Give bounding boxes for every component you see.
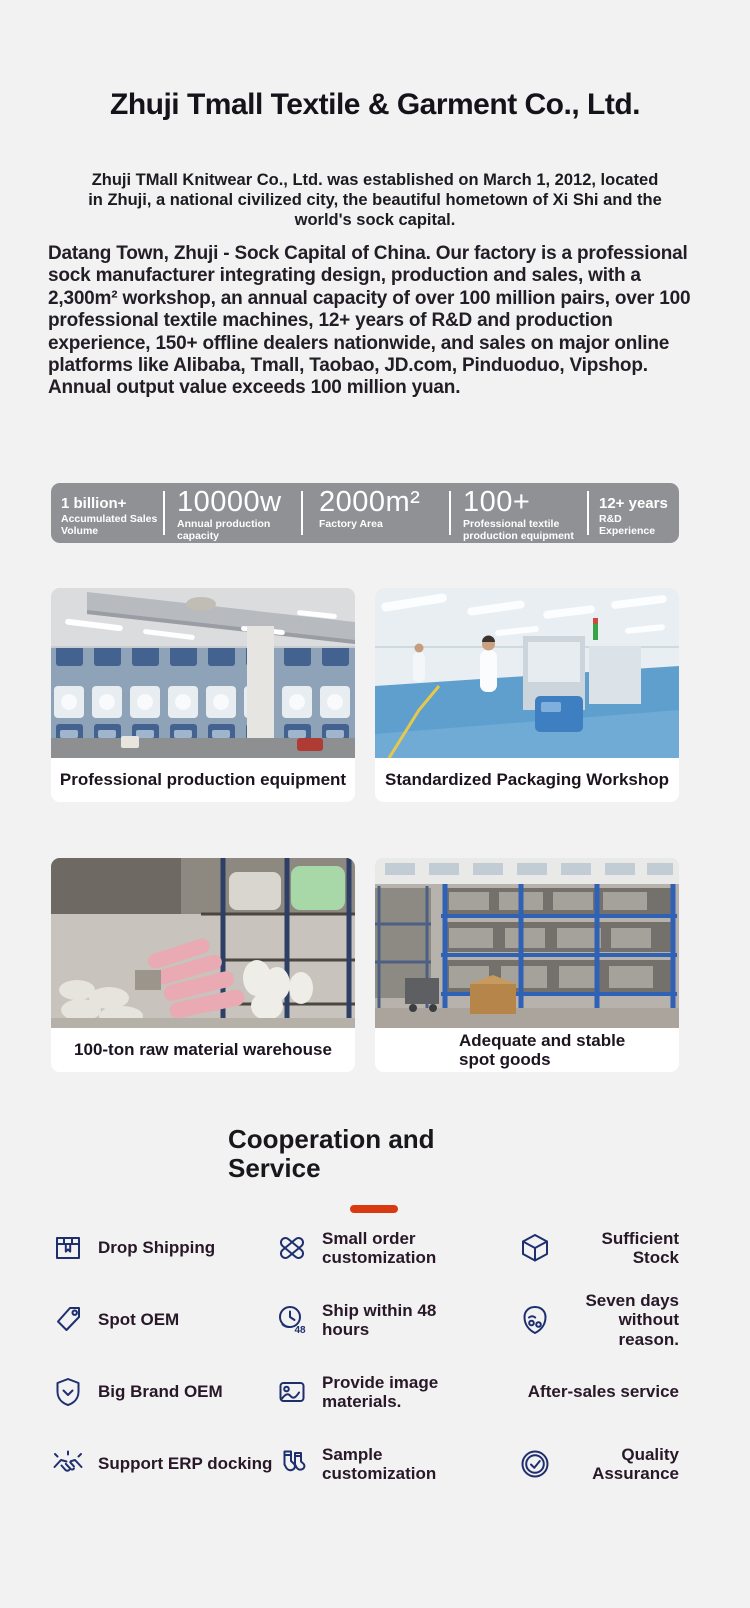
service-drop-shipping [51, 1231, 275, 1265]
quality-icon [518, 1447, 552, 1481]
order-customization-icon [275, 1231, 309, 1265]
service-label: Big Brand OEM [98, 1382, 223, 1402]
spot-goods-warehouse-photo [375, 858, 679, 1028]
storefront-icon [51, 1231, 85, 1265]
service-erp-docking [51, 1447, 275, 1481]
stat-label: Professional textile production equipment [463, 518, 574, 542]
gallery-caption [375, 1028, 679, 1072]
service-after-sales [518, 1382, 679, 1401]
stats-bar [51, 483, 679, 543]
stat-value: 10000w [177, 486, 282, 518]
service-small-order-customization [275, 1229, 518, 1267]
gallery-caption: Standardized Packaging Workshop [375, 758, 679, 802]
gallery-card [51, 858, 355, 1072]
tag-icon [51, 1303, 85, 1337]
gallery-caption: 100-ton raw material warehouse [51, 1028, 355, 1072]
service-label: Spot OEM [98, 1310, 180, 1330]
service-label: Provide image materials. [322, 1372, 439, 1411]
stat-label: R&D Experience [599, 513, 656, 537]
socks-icon [275, 1447, 309, 1481]
raw-material-warehouse-photo [51, 858, 355, 1028]
section-heading: Cooperation and Service [228, 1123, 435, 1184]
service-label: After-sales service [527, 1382, 679, 1402]
company-description: Datang Town, Zhuji - Sock Capital of China. Our factory is a professional sock manufacturer integrating design, production and sales, with a 2,300m² workshop, an annual capacity of over 100 million pairs, over 100 professional textile machines, 12+ years of R&D and production experience, 150+ offline dealers nationwide, and sales on major online platforms like Alibaba, Tmall, Taobao, JD.com, Pinduoduo, Vipshop. Annual output value exceeds 100 million yuan. [48, 243, 691, 399]
factory-machines-photo [51, 588, 355, 758]
stat-rd-experience [587, 483, 679, 543]
service-label: Ship within 48 hours [322, 1300, 437, 1339]
service-label: Seven days without reason. [585, 1291, 679, 1349]
intro-paragraph: Zhuji TMall Knitwear Co., Ltd. was established on March 1, 2012, located in Zhuji, a national civilized city, the beautiful hometown of Xi Shi and the world's sock capital. [88, 170, 662, 229]
service-label: Support ERP docking [98, 1454, 273, 1474]
stat-factory-area [301, 483, 449, 543]
service-label: Drop Shipping [98, 1238, 216, 1258]
stat-label: Accumulated Sales Volume [61, 513, 158, 537]
box-icon [518, 1231, 552, 1265]
service-label: Quality Assurance [592, 1444, 679, 1483]
stat-value: 1 billion+ [61, 495, 127, 512]
stat-value: 100+ [463, 486, 531, 518]
mask-icon [518, 1303, 552, 1337]
image-icon [275, 1375, 309, 1409]
gallery-card [51, 588, 355, 802]
services-grid [51, 1212, 679, 1500]
clock-48-icon [275, 1303, 309, 1337]
gallery-card [375, 588, 679, 802]
gallery-card [375, 858, 679, 1072]
stat-value: 12+ years [599, 495, 668, 512]
service-label: Sample customization [322, 1444, 437, 1483]
service-label: Sufficient Stock [601, 1228, 679, 1267]
service-label: Small order customization [322, 1228, 437, 1267]
gallery-caption-text: Adequate and stable spot goods [459, 1030, 626, 1069]
stat-label: Factory Area [319, 518, 383, 530]
stat-value: 2000m² [319, 486, 421, 518]
stat-label: Annual production capacity [177, 518, 271, 542]
handshake-icon [51, 1447, 85, 1481]
service-ship-48-hours [275, 1301, 518, 1339]
service-image-materials [275, 1373, 518, 1411]
service-big-brand-oem [51, 1375, 275, 1409]
service-sufficient-stock [518, 1229, 679, 1267]
stat-equipment [449, 483, 587, 543]
stat-production-capacity [163, 483, 301, 543]
service-quality-assurance [518, 1445, 679, 1483]
page-title: Zhuji Tmall Textile & Garment Co., Ltd. [110, 88, 640, 122]
packaging-workshop-photo [375, 588, 679, 758]
gallery-caption: Professional production equipment [51, 758, 355, 802]
service-spot-oem [51, 1303, 275, 1337]
stat-sales-volume [51, 483, 163, 543]
clock-48-text: 48 [294, 1325, 306, 1336]
service-seven-days-return [518, 1291, 679, 1348]
badge-icon [51, 1375, 85, 1409]
service-sample-customization [275, 1445, 518, 1483]
